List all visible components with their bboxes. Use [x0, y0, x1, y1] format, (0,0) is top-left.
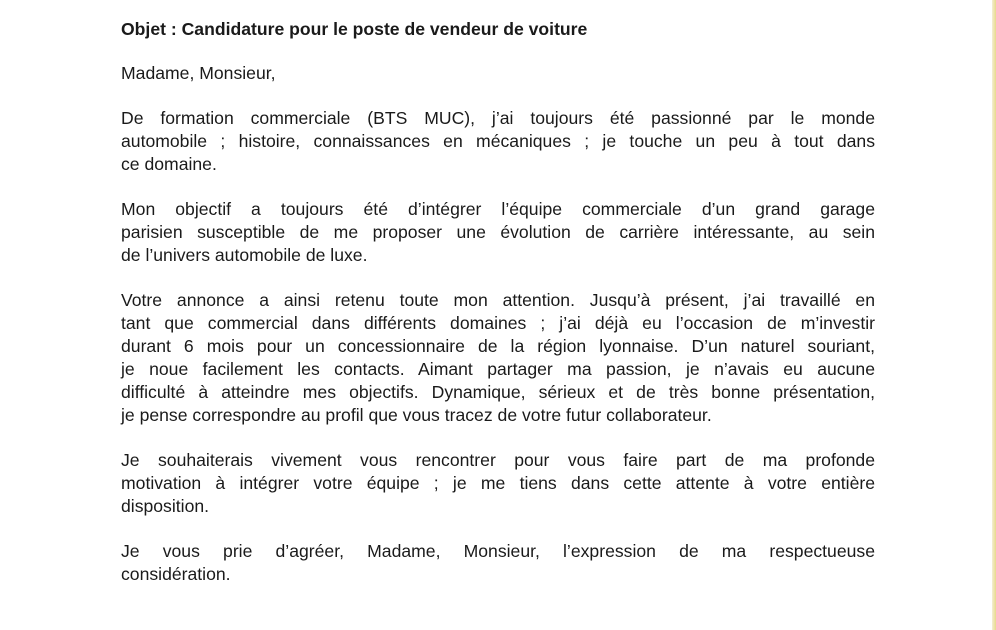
paragraph-experience — [121, 289, 875, 427]
paragraph-line: disposition. — [121, 496, 210, 516]
letter-salutation: Madame, Monsieur, — [121, 63, 276, 83]
paragraph-line: difficulté à atteindre mes objectifs. Dynamique, sérieux et de très bonne présentation, — [121, 382, 875, 402]
paragraph-line: je pense correspondre au profil que vous tracez de votre futur collaborateur. — [121, 405, 712, 425]
letter-subject: Objet : Candidature pour le poste de vendeur de voiture — [121, 19, 588, 39]
paragraph-line: de l’univers automobile de luxe. — [121, 245, 368, 265]
paragraph-closing — [121, 540, 875, 586]
paragraph-line: Mon objectif a toujours été d’intégrer l’équipe commerciale d’un grand garage — [121, 199, 875, 219]
paragraph-education — [121, 107, 875, 176]
paragraph-line: Je vous prie d’agréer, Madame, Monsieur, l’expression de ma respectueuse — [121, 541, 875, 561]
paragraph-line: automobile ; histoire, connaissances en mécaniques ; je touche un peu à tout dans — [121, 131, 875, 151]
paragraph-objective — [121, 198, 875, 267]
page-edge — [992, 0, 996, 630]
paragraph-line: parisien susceptible de me proposer une évolution de carrière intéressante, au sein — [121, 222, 875, 242]
paragraph-line: durant 6 mois pour un concessionnaire de la région lyonnaise. D’un naturel souriant, — [121, 336, 875, 356]
cover-letter — [121, 18, 875, 608]
paragraph-line: tant que commercial dans différents domaines ; j’ai déjà eu l’occasion de m’investir — [121, 313, 875, 333]
paragraph-line: De formation commerciale (BTS MUC), j’ai toujours été passionné par le monde — [121, 108, 875, 128]
paragraph-line: Votre annonce a ainsi retenu toute mon attention. Jusqu’à présent, j’ai travaillé en — [121, 290, 875, 310]
paragraph-motivation — [121, 449, 875, 518]
paragraph-line: considération. — [121, 564, 231, 584]
paragraph-line: Je souhaiterais vivement vous rencontrer pour vous faire part de ma profonde — [121, 450, 875, 470]
paragraph-line: je noue facilement les contacts. Aimant partager ma passion, je n’avais eu aucune — [121, 359, 875, 379]
paragraph-line: motivation à intégrer votre équipe ; je me tiens dans cette attente à votre entière — [121, 473, 875, 493]
paragraph-line: ce domaine. — [121, 154, 217, 174]
